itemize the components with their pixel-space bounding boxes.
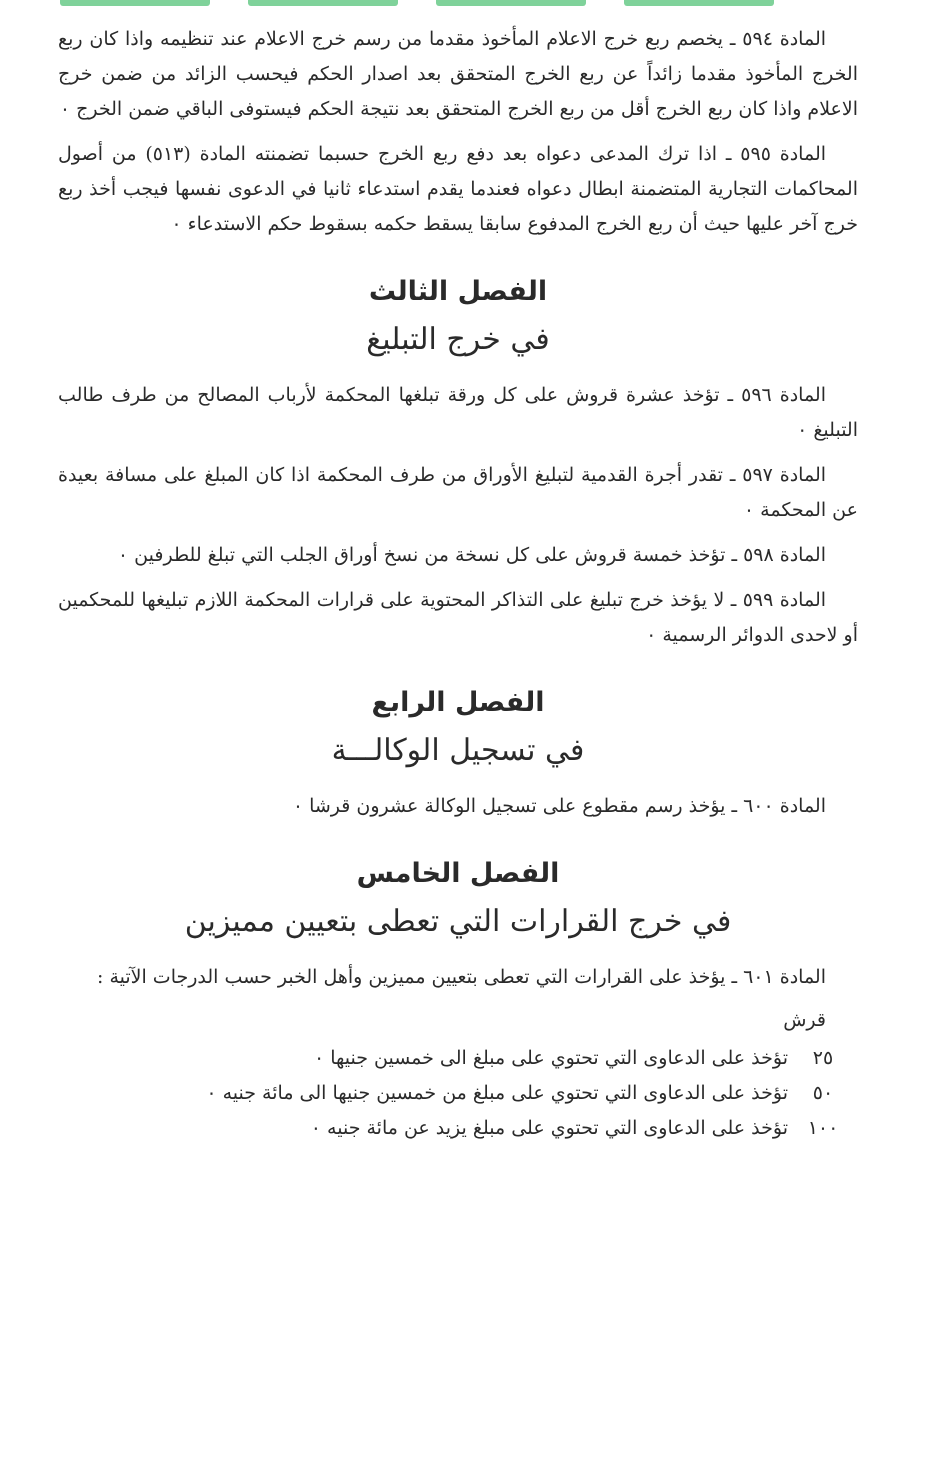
chapter4-subtitle: في تسجيل الوكالـــة — [331, 733, 585, 768]
fee-amount: ٥٠ — [812, 1082, 834, 1104]
fee-description: تؤخذ على الدعاوى التي تحتوي على مبلغ يزيد عن مائة جنيه ٠ — [310, 1117, 788, 1139]
chapter5-title: الفصل الخامس — [356, 858, 560, 889]
article-601: المادة ٦٠١ ـ يؤخذ على القرارات التي تعطى بتعيين مميزين وأهل الخبر حسب الدرجات الآتية : — [97, 966, 826, 988]
strip-segment — [248, 0, 398, 6]
article-595: المادة ٥٩٥ ـ اذا ترك المدعى دعواه بعد دفع ربع الخرج حسبما تضمنته المادة (٥١٣) من أصول المحاكمات التجارية المتضمنة ابطال دعواه فعندما يقدم استدعاء ثانيا في الدعوى نفسها فيجب أخذ ربع خرج آخر عليها حيث أن ربع الخرج المدفوع سابقا يسقط حكمه بسقوط حكم الاستدعاء ٠ — [58, 143, 858, 235]
fee-row — [58, 1041, 858, 1076]
article-596: المادة ٥٩٦ ـ تؤخذ عشرة قروش على كل ورقة تبلغها المحكمة لأرباب المصالح من طرف طالب التبليغ ٠ — [58, 384, 858, 441]
fee-row — [58, 1111, 858, 1146]
strip-segment — [624, 0, 774, 6]
chapter5-subtitle: في خرج القرارات التي تعطى بتعيين مميزين — [184, 904, 732, 939]
fee-row — [58, 1076, 858, 1111]
fee-amount: ١٠٠ — [807, 1117, 839, 1139]
chapter3-title: الفصل الثالث — [368, 276, 548, 307]
article-597: المادة ٥٩٧ ـ تقدر أجرة القدمية لتبليغ الأوراق من طرف المحكمة اذا كان المبلغ على مسافة بعيدة عن المحكمة ٠ — [58, 464, 858, 521]
article-600: المادة ٦٠٠ ـ يؤخذ رسم مقطوع على تسجيل الوكالة عشرون قرشا ٠ — [292, 795, 826, 817]
article-599: المادة ٥٩٩ ـ لا يؤخذ خرج تبليغ على التذاكر المحتوية على قرارات المحكمة اللازم تبليغها للمحكمين أو لاحدى الدوائر الرسمية ٠ — [58, 589, 858, 646]
document-page — [58, 22, 858, 1146]
chapter4-title: الفصل الرابع — [371, 687, 545, 718]
chapter3-subtitle: في خرج التبليغ — [366, 322, 550, 357]
article-594: المادة ٥٩٤ ـ يخصم ربع خرج الاعلام المأخوذ مقدما من رسم خرج الاعلام عند تنظيمه واذا كان ربع الخرج المأخوذ مقدما زائداً عن ربع الخرج المتحقق بعد اصدار الحكم فيحسب الزائد من ضمن خرج الاعلام واذا كان ربع الخرج أقل من ربع الخرج المتحقق بعد نتيجة الحكم فيستوفى الباقي ضمن الخرج ٠ — [58, 28, 858, 120]
strip-segment — [436, 0, 586, 6]
strip-segment — [60, 0, 210, 6]
top-color-strip — [0, 0, 927, 8]
unit-label: قرش — [783, 1009, 826, 1031]
fee-table — [58, 1041, 858, 1146]
fee-description: تؤخذ على الدعاوى التي تحتوي على مبلغ من خمسين جنيها الى مائة جنيه ٠ — [206, 1082, 788, 1104]
article-598: المادة ٥٩٨ ـ تؤخذ خمسة قروش على كل نسخة من نسخ أوراق الجلب التي تبلغ للطرفين ٠ — [117, 544, 826, 566]
fee-description: تؤخذ على الدعاوى التي تحتوي على مبلغ الى خمسين جنيها ٠ — [313, 1047, 788, 1069]
fee-amount: ٢٥ — [812, 1047, 834, 1069]
